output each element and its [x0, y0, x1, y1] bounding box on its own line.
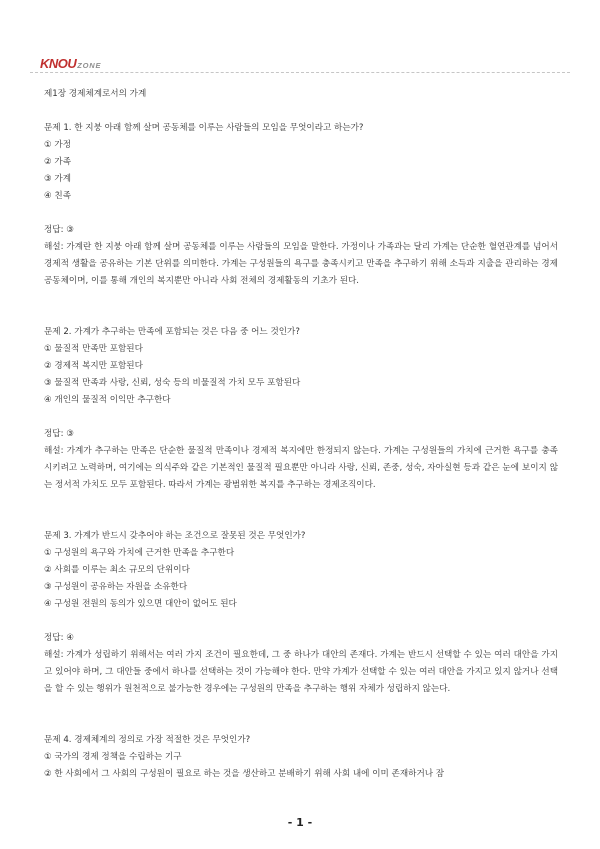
option: ④ 개인의 물질적 이익만 추구한다	[44, 395, 171, 405]
answer: 정답: ③	[44, 429, 74, 439]
option: ① 가정	[44, 140, 72, 150]
logo-sub-text: ZONE	[77, 61, 102, 70]
option: ② 한 사회에서 그 사회의 구성원이 필요로 하는 것을 생산하고 분배하기 위해 사회 내에 이미 존재하거나 잠	[44, 769, 445, 779]
option: ④ 친족	[44, 191, 72, 201]
question-block	[44, 528, 558, 698]
question-text: 문제 3. 가계가 반드시 갖추어야 하는 조건으로 잘못된 것은 무엇인가?	[44, 531, 306, 541]
page-number: - 1 -	[287, 816, 313, 829]
question-block	[44, 120, 558, 290]
option: ② 가족	[44, 157, 72, 167]
option: ① 구성원의 욕구와 가치에 근거한 만족을 추구한다	[44, 548, 235, 558]
question-block	[44, 324, 558, 494]
option: ① 국가의 경제 정책을 수립하는 기구	[44, 752, 182, 762]
chapter-title: 제1장 경제체계로서의 가계	[44, 89, 147, 99]
header-divider	[30, 72, 570, 73]
option: ③ 물질적 만족과 사랑, 신뢰, 성숙 등의 비물질적 가치 모두 포함된다	[44, 378, 301, 388]
option: ② 사회를 이루는 최소 규모의 단위이다	[44, 565, 190, 575]
answer: 정답: ③	[44, 225, 74, 235]
explanation: 해설: 가계가 성립하기 위해서는 여러 가지 조건이 필요한데, 그 중 하나가 대안의 존재다. 가계는 반드시 선택할 수 있는 여러 대안을 가지고 있어야 하며, 그 대안들 중에서 하나를 선택하는 것이 가능해야 한다. 만약 가계가 선택할 수 있는 여러 대안을 가지고 있지 않거나 선택을 할 수 있는 행위가 원천적으로 불가능한 경우에는 구성원의 만족을 추구하는 행위 자체가 성립하지 않는다.	[44, 650, 558, 694]
question-text: 문제 2. 가계가 추구하는 만족에 포함되는 것은 다음 중 어느 것인가?	[44, 327, 300, 337]
option: ③ 구성원이 공유하는 자원을 소유한다	[44, 582, 188, 592]
knouzone-logo	[40, 56, 101, 72]
answer: 정답: ④	[44, 633, 74, 643]
logo-main-text: KNOU	[40, 56, 77, 71]
option: ① 물질적 만족만 포함된다	[44, 344, 143, 354]
option: ③ 가계	[44, 174, 72, 184]
explanation: 해설: 가계란 한 지붕 아래 함께 살며 공동체를 이루는 사람들의 모임을 말한다. 가정이나 가족과는 달리 가계는 단순한 혈연관계를 넘어서 경제적 생활을 공유하는 기본 단위를 의미한다. 가계는 구성원들의 욕구를 충족시키고 만족을 추구하기 위해 소득과 지출을 관리하는 경제공동체이며, 이를 통해 개인의 복지뿐만 아니라 사회 전체의 경제활동의 기초가 된다.	[44, 242, 558, 286]
explanation: 해설: 가계가 추구하는 만족은 단순한 물질적 만족이나 경제적 복지에만 한정되지 않는다. 가계는 구성원들의 가치에 근거한 욕구를 충족시키려고 노력하며, 여기에는 의식주와 같은 기본적인 물질적 필요뿐만 아니라 사랑, 신뢰, 존중, 성숙, 자아실현 등과 같은 눈에 보이지 않는 정서적 가치도 모두 포함된다. 따라서 가계는 광범위한 복지를 추구하는 경제조직이다.	[44, 446, 558, 490]
option: ② 경제적 복지만 포함된다	[44, 361, 143, 371]
question-block	[44, 732, 558, 783]
question-text: 문제 4. 경제체계의 정의로 가장 적절한 것은 무엇인가?	[44, 735, 251, 745]
question-text: 문제 1. 한 지붕 아래 함께 살며 공동체를 이루는 사람들의 모임을 무엇이라고 하는가?	[44, 123, 364, 133]
option: ④ 구성원 전원의 동의가 있으면 대안이 없어도 된다	[44, 599, 237, 609]
document-body	[44, 86, 558, 783]
